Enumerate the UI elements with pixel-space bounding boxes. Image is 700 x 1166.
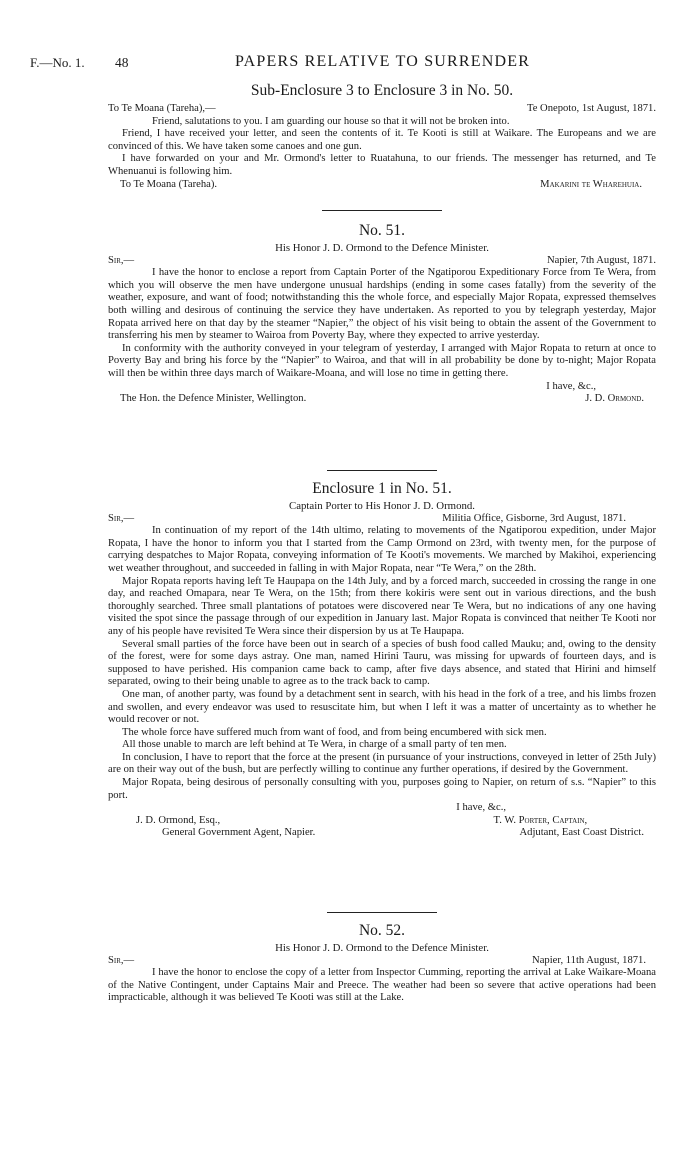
enclosure-1-section	[108, 480, 656, 840]
running-header	[0, 55, 700, 75]
place-date: Te Onepoto, 1st August, 1871.	[526, 103, 656, 114]
paragraph: The whole force have suffered much from want of food, and from being encumbered with sick men.	[122, 726, 547, 738]
section-subtitle: Captain Porter to His Honor J. D. Ormond.	[289, 500, 475, 512]
section-reference: F.—No. 1.	[30, 55, 85, 70]
section-heading: Sub-Enclosure 3 to Enclosure 3 in No. 50.	[250, 82, 514, 99]
place-date: Napier, 7th August, 1871.	[546, 254, 656, 266]
paragraph: All those unable to march are left behind at Te Wera, in charge of a small party of ten men.	[122, 739, 507, 751]
salutation: Sir,—	[108, 512, 135, 524]
addressee-line: General Government Agent, Napier.	[162, 827, 316, 839]
paragraph: I have the honor to enclose a report from Captain Porter of the Ngatiporou Expeditionary Force from Te Wera, from which you will observe the men have undergone unusual hardships (ending in some cases fatally) from the severity of the weather, exposure, and want of food; notwithstanding this the whole force, and especially Major Ropata, expressed themselves both willing and desirous of continuing the service they have undertaken. As reported to you by telegraph yesterday, Major Ropata arrived here on that day by the steamer “Napier,” the object of his visit being to obtain the assent of the Government to transferring his men by steamer to Wairoa from Poverty Bay, where they expected to arrive yesterday.	[108, 267, 656, 342]
section-subtitle: His Honor J. D. Ormond to the Defence Minister.	[275, 242, 489, 254]
page-number: 48	[115, 55, 129, 70]
no-52-section	[108, 922, 656, 1005]
paragraph: Major Ropata, being desirous of personally consulting with you, purposes going to Napier, on return of s.s. “Napier” to this port.	[108, 777, 656, 801]
paragraph: Friend, I have received your letter, and seen the contents of it. Te Kooti is still at Waikare. The Europeans and we are convinced of this. We have taken some canoes and one gun.	[108, 128, 656, 152]
paragraph: One man, of another party, was found by a detachment sent in search, with his head in the fork of a tree, and his limbs frozen and swollen, and every endeavor was used to resuscitate him, but when I left it was a matter of uncertainty as to whether he would recover or not.	[108, 688, 656, 726]
signature: J. D. Ormond.	[585, 393, 644, 405]
closing: I have, &c.,	[456, 802, 506, 814]
addressee: The Hon. the Defence Minister, Wellington.	[120, 393, 307, 405]
section-subtitle: His Honor J. D. Ormond to the Defence Minister.	[275, 942, 489, 954]
paragraph: Several small parties of the force have been out in search of a species of bush food called Mauku; and, owing to the density of the forest, were for some days astray. One man, named Hirini Tauru, was missing for upwards of fourteen days, and is supposed to have perished. His companion came back to camp, after five days absence, and stated that Hirini and himself separated, owing to their being unable to agree as to the track back to camp.	[108, 638, 656, 688]
paragraph: I have the honor to enclose the copy of a letter from Inspector Cumming, reporting the arrival at Lake Waikare-Moana of the Native Contingent, under Captains Mair and Preece. The weather had been so severe that active operations had been impracticable, although it was believed Te Kooti was still at the Lake.	[108, 967, 656, 1004]
paragraph: Major Ropata reports having left Te Haupapa on the 14th July, and by a forced march, succeeded in crossing the range in one day, and reached Omapara, near Te Wera, on the 15th; from there kokiris were sent out in various directions, and the bush thoroughly searched. Three small plantations of potatoes were discovered near Te Wera, but no indications of any one having visited the spot since the passage through of our expedition in January last. Major Ropata is convinced that neither Te Kooti nor any of his people have revisited Te Wera since their dispersion by us at Te Haupapa.	[108, 575, 656, 637]
paragraph: In conformity with the authority conveyed in your telegram of yesterday, I arranged with Major Ropata to return at once to Poverty Bay and bring his force by the “Napier” to Wairoa, and that will in all probability be done by to-night; Major Ropata will then be within three days march of Waikare-Moana, and will lose no time in getting there.	[108, 342, 656, 379]
salutation: Sir,—	[108, 954, 135, 966]
place-date: Napier, 11th August, 1871.	[532, 954, 646, 966]
no-51-section	[108, 222, 656, 406]
signature-line: Adjutant, East Coast District.	[519, 827, 644, 839]
divider	[108, 912, 656, 913]
signature: Makarini te Wharehuia.	[540, 178, 642, 190]
section-heading: No. 52.	[358, 922, 406, 939]
paragraph: Friend, salutations to you. I am guarding our house so that it will not be broken into.	[152, 115, 510, 127]
closing: I have, &c.,	[546, 380, 596, 392]
signature-line: T. W. Porter, Captain,	[493, 814, 588, 826]
salutation: Sir,—	[108, 254, 135, 266]
section-heading: Enclosure 1 in No. 51.	[312, 480, 452, 497]
addressee: To Te Moana (Tareha).	[120, 178, 217, 190]
addressee-line: J. D. Ormond, Esq.,	[136, 814, 221, 826]
sub-enclosure-section	[108, 82, 656, 191]
running-title: PAPERS RELATIVE TO SURRENDER	[235, 53, 531, 70]
divider	[108, 210, 656, 211]
paragraph: In conclusion, I have to report that the force at the present (in pursuance of your instructions, conveyed in letter of 25th July) are on their way out of the bush, but are perfectly willing to continue any further operations, if desired by the Government.	[108, 751, 656, 776]
place-date: Militia Office, Gisborne, 3rd August, 1871.	[442, 512, 626, 524]
paragraph: I have forwarded on your and Mr. Ormond's letter to Ruatahuna, to our friends. The messenger has returned, and Te Whenuanui is following him.	[108, 153, 656, 177]
section-heading: No. 51.	[358, 222, 406, 239]
letter-to-line: To Te Moana (Tareha),—	[108, 103, 216, 114]
paragraph: In continuation of my report of the 14th ultimo, relating to movements of the Ngatiporou expedition, under Major Ropata, I have the honor to inform you that I started from the Camp Ormond on 23rd, with twenty men, for the purpose of carrying despatches to Major Ropata, conveying information of Te Kooti's movements. We marched by Makihoi, experiencing wet weather throughout, and succeeded in falling in with Major Ropata, near “Te Wera,” on the 28th.	[108, 525, 656, 574]
divider	[108, 470, 656, 471]
